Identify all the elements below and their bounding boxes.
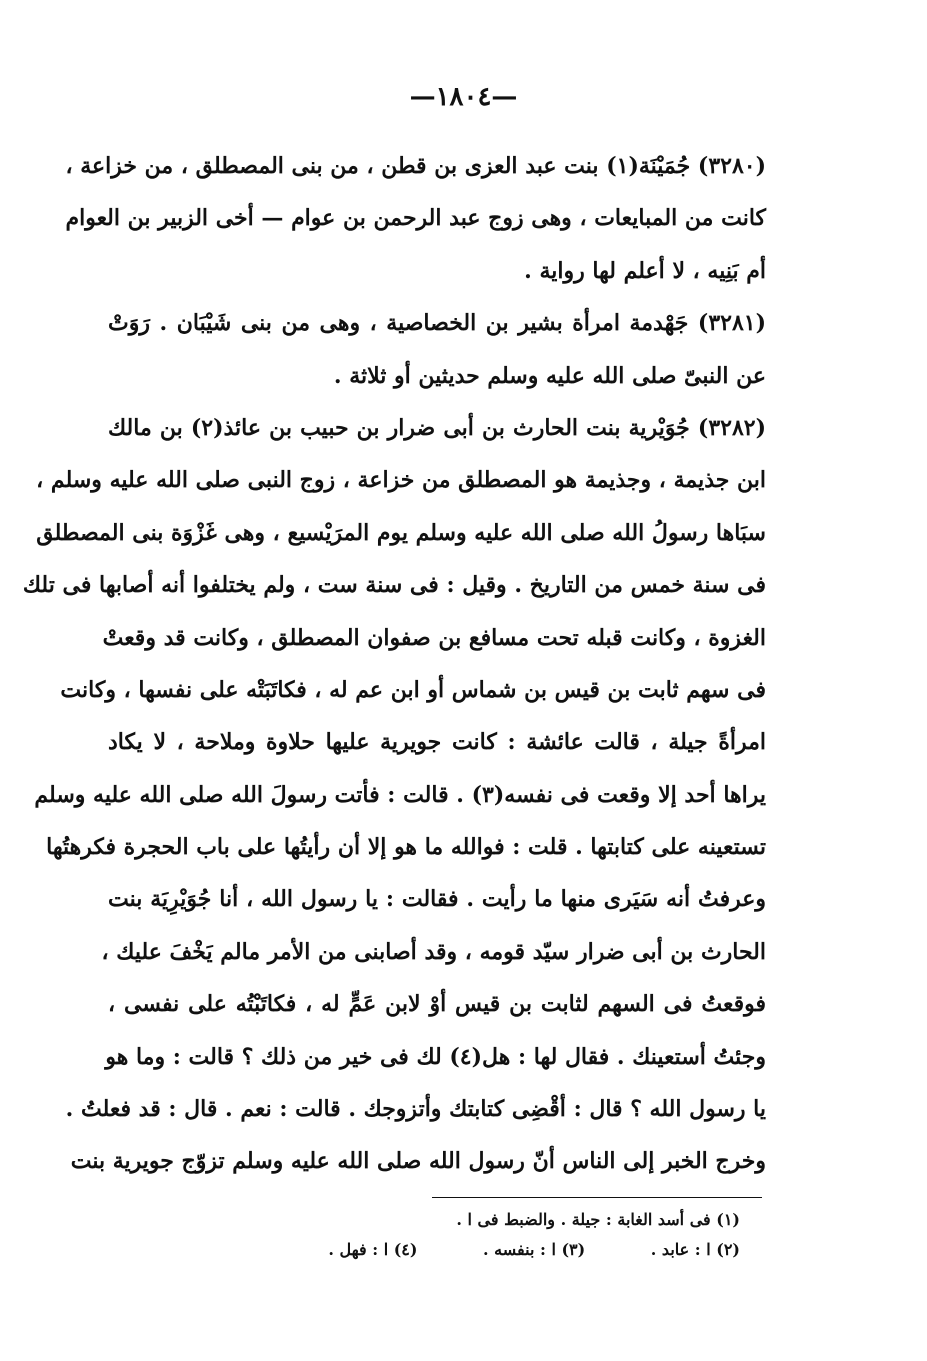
text-line: ابن جذيمة ، وجذيمة هو المصطلق من خزاعة ، زوج النبى صلى الله عليه وسلم ،	[36, 467, 766, 494]
footnote-3: (٣) ا : بنفسه .	[483, 1240, 586, 1259]
text-line: فى سنة خمس من التاريخ . وقيل : فى سنة ست ، ولم يختلفوا أنه أصابها فى تلك	[22, 572, 766, 599]
text-line: أم بَنِيه ، لا أعلم لها رواية .	[524, 257, 766, 284]
text-line: (٣٢٨٢) جُوَيْرية بنت الحارث بن أبى ضرار بن حبيب بن عائذ(٢) بن مالك	[108, 414, 766, 441]
text-line: وعرفتُ أنه سَيَرى منها ما رأيت . فقالت : يا رسول الله ، أنا جُوَيْرِيَة بنت	[108, 886, 766, 913]
footnotes	[240, 1205, 740, 1265]
text-line: وخرج الخبر إلى الناس أنّ رسول الله صلى الله عليه وسلم تزوّج جويرية بنت	[70, 1148, 766, 1175]
text-line: يا رسول الله ؟ قال : أقْضِى كتابتك وأتزوجك . قالت : نعم . قال : قد فعلتُ .	[65, 1096, 766, 1123]
footnote-divider	[432, 1197, 762, 1198]
text-line: عن النبىّ صلى الله عليه وسلم حديثين أو ثلاثة .	[333, 362, 766, 389]
text-line: (٣٢٨١) جَهْدمة امرأة بشير بن الخصاصية ، وهى من بنى شَيْبَان . رَوَتْ	[108, 310, 766, 337]
text-line: سبَاها رسولُ الله صلى الله عليه وسلم يوم المرَيْسيع ، وهى غَزْوَة بنى المصطلق	[36, 519, 766, 546]
footnote-2: (٢) ا : عابد .	[650, 1240, 740, 1259]
footnote-4: (٤) ا : فهل .	[328, 1240, 418, 1259]
text-line: (٣٢٨٠) جُمَيْنَة(١) بنت عبد العزى بن قطن ، من بنى المصطلق ، من خزاعة ،	[65, 153, 766, 179]
body-text	[22, 140, 766, 1188]
text-line: الغزوة ، وكانت قبله تحت مسافع بن صفوان المصطلق ، وكانت قد وقعتْ	[102, 624, 766, 651]
text-line: يراها أحد إلا وقعت فى نفسه(٣) . قالت : فأتت رسولَ الله صلى الله عليه وسلم	[34, 781, 766, 808]
text-line: وجئتُ أستعينك . فقال لها : هل(٤) لك فى خير من ذلك ؟ قالت : وما هو	[105, 1043, 766, 1070]
text-line: فوقعتُ فى السهم لثابت بن قيس أوْ لابن عَمٍّ له ، فكاتَبْتُه على نفسى ،	[108, 991, 766, 1018]
text-line: فى سهم ثابت بن قيس بن شماس أو ابن عم له ، فكاتَبَتْه على نفسها ، وكانت	[60, 676, 766, 703]
footnote-row-2	[240, 1235, 740, 1265]
text-line: كانت من المبايعات ، وهى زوج عبد الرحمن بن عوام — أخى الزبير بن العوام	[65, 205, 766, 232]
page-number: —١٨٠٤—	[409, 82, 518, 112]
text-line: الحارث بن أبى ضرار سيّد قومه ، وقد أصابنى من الأمر مالم يَخْفَ عليك ،	[101, 938, 766, 965]
text-line: امرأةً جيلة ، قالت عائشة : كانت جويرية عليها حلاوة وملاحة ، لا يكاد	[108, 729, 766, 756]
text-line: تستعينه على كتابتها . قلت : فوالله ما هو إلا أن رأيتُها على باب الحجرة فكرهتُها	[46, 834, 766, 861]
footnote-1: (١) فى أسد الغابة : جيلة . والضبط فى ا .	[456, 1210, 740, 1229]
